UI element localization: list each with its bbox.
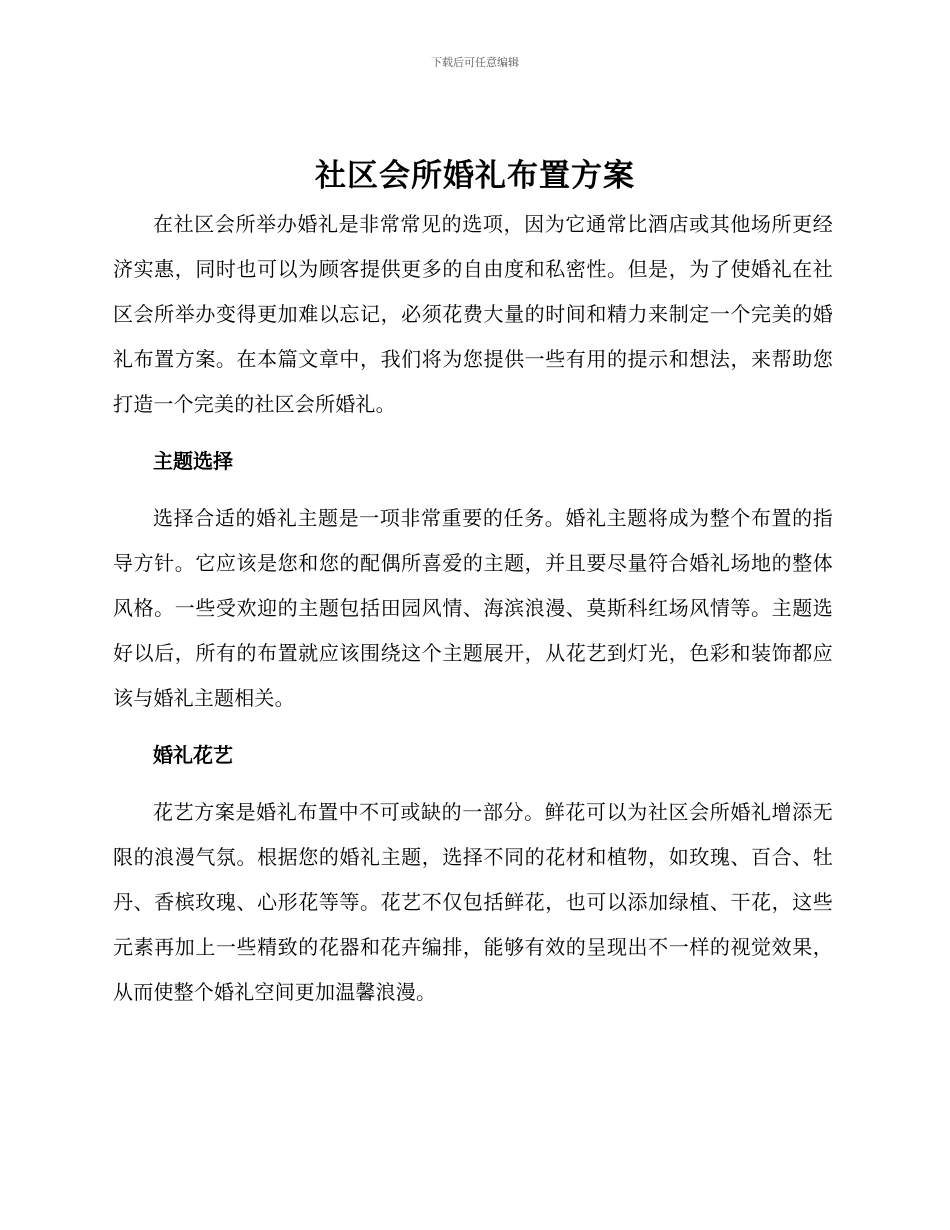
section-paragraph-theme: 选择合适的婚礼主题是一项非常重要的任务。婚礼主题将成为整个布置的指导方针。它应该是您和您的配偶所喜爱的主题，并且要尽量符合婚礼场地的整体风格。一些受欢迎的主题包括田园风情、海滨浪漫、莫斯科红场风情等。主题选好以后，所有的布置就应该围绕这个主题展开，从花艺到灯光，色彩和装饰都应该与婚礼主题相关。 bbox=[113, 506, 833, 710]
page-title: 社区会所婚礼布置方案 bbox=[315, 158, 635, 194]
section-paragraph-flowers: 花艺方案是婚礼布置中不可或缺的一部分。鲜花可以为社区会所婚礼增添无限的浪漫气氛。根据您的婚礼主题，选择不同的花材和植物，如玫瑰、百合、牡丹、香槟玫瑰、心形花等等。花艺不仅包括鲜花，也可以添加绿植、干花，这些元素再加上一些精致的花器和花卉编排，能够有效的呈现出不一样的视觉效果，从而使整个婚礼空间更加温馨浪漫。 bbox=[113, 800, 833, 1004]
intro-paragraph: 在社区会所举办婚礼是非常常见的选项，因为它通常比酒店或其他场所更经济实惠，同时也可以为顾客提供更多的自由度和私密性。但是，为了使婚礼在社区会所举办变得更加难以忘记，必须花费大量的时间和精力来制定一个完美的婚礼布置方案。在本篇文章中，我们将为您提供一些有用的提示和想法，来帮助您打造一个完美的社区会所婚礼。 bbox=[113, 212, 833, 416]
section-heading-flowers: 婚礼花艺 bbox=[153, 743, 233, 767]
section-heading-theme: 主题选择 bbox=[153, 449, 233, 473]
header-note: 下载后可任意编辑 bbox=[431, 56, 519, 69]
document-body bbox=[113, 202, 833, 1027]
